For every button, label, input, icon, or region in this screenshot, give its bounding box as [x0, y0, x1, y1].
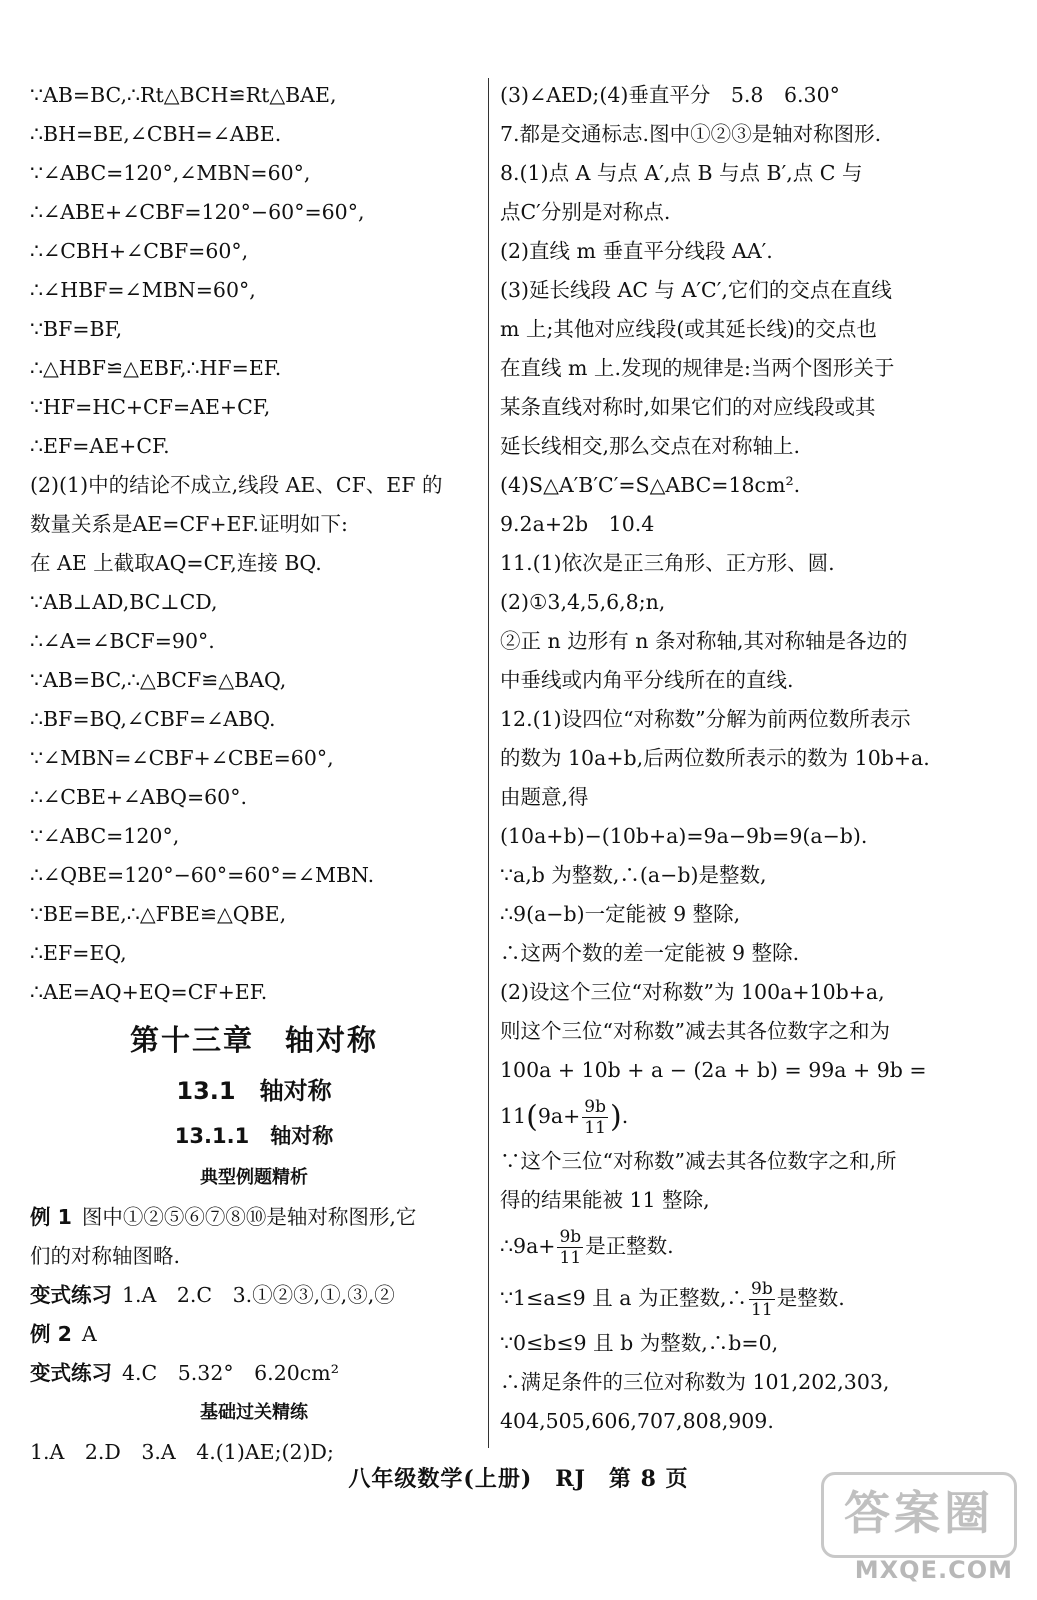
- fraction-denominator: 11: [751, 1300, 773, 1320]
- text-line: ∴AE=AQ+EQ=CF+EF.: [30, 980, 268, 1004]
- text-line: 则这个三位“对称数”减去其各位数字之和为: [500, 1019, 890, 1043]
- fraction-expression-line: [500, 1090, 970, 1142]
- fraction-9b-11-b: [557, 1227, 583, 1268]
- text-line: ∴BF=BQ,∠CBF=∠ABQ.: [30, 707, 276, 731]
- right-paren: ): [609, 1099, 622, 1135]
- text-line: (10a+b)−(10b+a)=9a−9b=9(a−b).: [500, 824, 868, 848]
- text-line: ∵a,b 为整数,∴(a−b)是整数,: [500, 863, 767, 887]
- example-2: [30, 1315, 478, 1354]
- text-line: ∵∠MBN=∠CBF+∠CBE=60°,: [30, 746, 334, 770]
- variant-2-text: 4.C 5.32° 6.20cm²: [122, 1361, 339, 1385]
- text-line: ∵HF=HC+CF=AE+CF,: [30, 395, 271, 419]
- fraction-9b-11-c: [749, 1279, 775, 1320]
- text-line: 12.(1)设四位“对称数”分解为前两位数所表示: [500, 707, 911, 731]
- text-line: ∴这两个数的差一定能被 9 整除.: [500, 941, 800, 965]
- text-line: ②正 n 边形有 n 条对称轴,其对称轴是各边的: [500, 629, 908, 653]
- frac-suffix: .: [621, 1104, 629, 1128]
- example-2-text: A: [81, 1322, 97, 1346]
- variant-1-tag: 变式练习: [30, 1283, 112, 1307]
- area-line: (4)S△A′B′C′=S△ABC=18cm².: [500, 473, 801, 497]
- text-line: 数量关系是AE=CF+EF.证明如下:: [30, 512, 348, 536]
- answer-lines-right-c: [500, 1142, 970, 1220]
- text-line: (2)(1)中的结论不成立,线段 AE、CF、EF 的: [30, 473, 443, 497]
- text-line: ∵这个三位“对称数”减去其各位数字之和,所: [500, 1149, 897, 1173]
- basic-answers: 1.A 2.D 3.A 4.(1)AE;(2)D;: [30, 1440, 334, 1464]
- text-line: ∴EF=AE+CF.: [30, 434, 170, 458]
- text-line: ∴∠A=∠BCF=90°.: [30, 629, 215, 653]
- text-line: ∵0≤b≤9 且 b 为整数,∴b=0,: [500, 1331, 779, 1355]
- fraction-9b-11: [582, 1097, 608, 1138]
- text-line: 点C′分别是对称点.: [500, 200, 671, 224]
- text-line: ∵AB⊥AD,BC⊥CD,: [30, 590, 218, 614]
- example-1-cont: 们的对称轴图略.: [30, 1244, 181, 1268]
- heading-basic: 基础过关精练: [200, 1402, 308, 1423]
- text-line: (2)设这个三位“对称数”为 100a+10b+a,: [500, 980, 885, 1004]
- text-line: ∴∠CBE+∠ABQ=60°.: [30, 785, 247, 809]
- integer-line: [500, 1272, 970, 1324]
- frac-inner: 9a+: [537, 1104, 581, 1128]
- fraction-denominator: 11: [559, 1248, 582, 1268]
- text-line: ∵AB=BC,∴Rt△BCH≌Rt△BAE,: [30, 83, 337, 107]
- text-line: 在直线 m 上.发现的规律是:当两个图形关于: [500, 356, 895, 380]
- text-line: ∴∠HBF=∠MBN=60°,: [30, 278, 256, 302]
- example-2-tag: 例 2: [30, 1322, 72, 1346]
- watermark-logo: 答案圈: [821, 1472, 1017, 1558]
- text-line: ∴EF=EQ,: [30, 941, 127, 965]
- section-title: 13.1 轴对称: [176, 1077, 332, 1105]
- variant-1-text: 1.A 2.C 3.①②③,①,③,②: [122, 1283, 395, 1307]
- text-line: ∴BH=BE,∠CBH=∠ABE.: [30, 122, 282, 146]
- answer-lines-right-b: [500, 505, 970, 1090]
- watermark: [817, 1472, 1017, 1587]
- text-line: 得的结果能被 11 整除,: [500, 1188, 710, 1212]
- column-divider: [488, 78, 489, 1448]
- text-line: m 上;其他对应线段(或其延长线)的交点也: [500, 317, 877, 341]
- text-line: ∴△HBF≌△EBF,∴HF=EF.: [30, 356, 282, 380]
- text-line: 7.都是交通标志.图中①②③是轴对称图形.: [500, 122, 882, 146]
- text-line: ∵BE=BE,∴△FBE≌△QBE,: [30, 902, 287, 926]
- text-line: 8.(1)点 A 与点 A′,点 B 与点 B′,点 C 与: [500, 161, 863, 185]
- fraction-numerator: 9b: [559, 1227, 582, 1247]
- text-line: 中垂线或内角平分线所在的直线.: [500, 668, 794, 692]
- pos-prefix: ∴9a+: [500, 1234, 556, 1258]
- variant-practice-2: [30, 1354, 478, 1393]
- text-line: 100a + 10b + a − (2a + b) = 99a + 9b =: [500, 1058, 927, 1082]
- proof-lines-left: [30, 76, 478, 1012]
- subsection-title: 13.1.1 轴对称: [174, 1124, 334, 1148]
- int-suffix: 是整数.: [776, 1286, 845, 1310]
- variant-practice-1: [30, 1276, 478, 1315]
- text-line: (2)直线 m 垂直平分线段 AA′.: [500, 239, 773, 263]
- text-line: ∴9(a−b)一定能被 9 整除,: [500, 902, 741, 926]
- text-line: 11.(1)依次是正三角形、正方形、圆.: [500, 551, 835, 575]
- text-line: 延长线相交,那么交点在对称轴上.: [500, 434, 801, 458]
- answer-lines-right-d: [500, 1324, 970, 1441]
- int-prefix: ∵1≤a≤9 且 a 为正整数,∴: [500, 1286, 747, 1310]
- example-1: [30, 1198, 478, 1237]
- left-column: [30, 76, 478, 1472]
- positive-integer-line: [500, 1220, 970, 1272]
- text-line: ∴∠QBE=120°−60°=60°=∠MBN.: [30, 863, 375, 887]
- text-line: 某条直线对称时,如果它们的对应线段或其: [500, 395, 876, 419]
- chapter-title: 第十三章 轴对称: [129, 1023, 378, 1057]
- fraction-denominator: 11: [584, 1118, 606, 1138]
- text-line: (3)∠AED;(4)垂直平分 5.8 6.30°: [500, 83, 840, 107]
- left-paren: (: [526, 1099, 538, 1135]
- text-line: (3)延长线段 AC 与 A′C′,它们的交点在直线: [500, 278, 892, 302]
- frac-prefix: 11: [500, 1104, 527, 1128]
- variant-2-tag: 变式练习: [30, 1361, 112, 1385]
- page-footer: 八年级数学(上册) RJ 第 8 页: [348, 1466, 689, 1492]
- text-line: 在 AE 上截取AQ=CF,连接 BQ.: [30, 551, 322, 575]
- example-1-tag: 例 1: [30, 1205, 72, 1229]
- pos-suffix: 是正整数.: [585, 1234, 674, 1258]
- text-line: 404,505,606,707,808,909.: [500, 1409, 774, 1433]
- example-1-text: 图中①②⑤⑥⑦⑧⑩是轴对称图形,它: [81, 1205, 417, 1229]
- fraction-numerator: 9b: [751, 1279, 773, 1299]
- text-line: ∵BF=BF,: [30, 317, 123, 341]
- text-line: ∵∠ABC=120°,∠MBN=60°,: [30, 161, 311, 185]
- text-line: ∴∠CBH+∠CBF=60°,: [30, 239, 249, 263]
- text-line: 由题意,得: [500, 785, 589, 809]
- text-line: (2)①3,4,5,6,8;n,: [500, 590, 666, 614]
- fraction-numerator: 9b: [584, 1097, 606, 1117]
- text-line: 9.2a+2b 10.4: [500, 512, 655, 536]
- text-line: 的数为 10a+b,后两位数所表示的数为 10b+a.: [500, 746, 930, 770]
- text-line: ∵∠ABC=120°,: [30, 824, 180, 848]
- text-line: ∴满足条件的三位对称数为 101,202,303,: [500, 1370, 890, 1394]
- watermark-url: MXQE.COM: [854, 1556, 1013, 1584]
- text-line: ∴∠ABE+∠CBF=120°−60°=60°,: [30, 200, 365, 224]
- heading-examples: 典型例题精析: [200, 1167, 308, 1188]
- right-column: [500, 76, 970, 1441]
- answer-lines-right-a: [500, 76, 970, 466]
- text-line: ∵AB=BC,∴△BCF≌△BAQ,: [30, 668, 287, 692]
